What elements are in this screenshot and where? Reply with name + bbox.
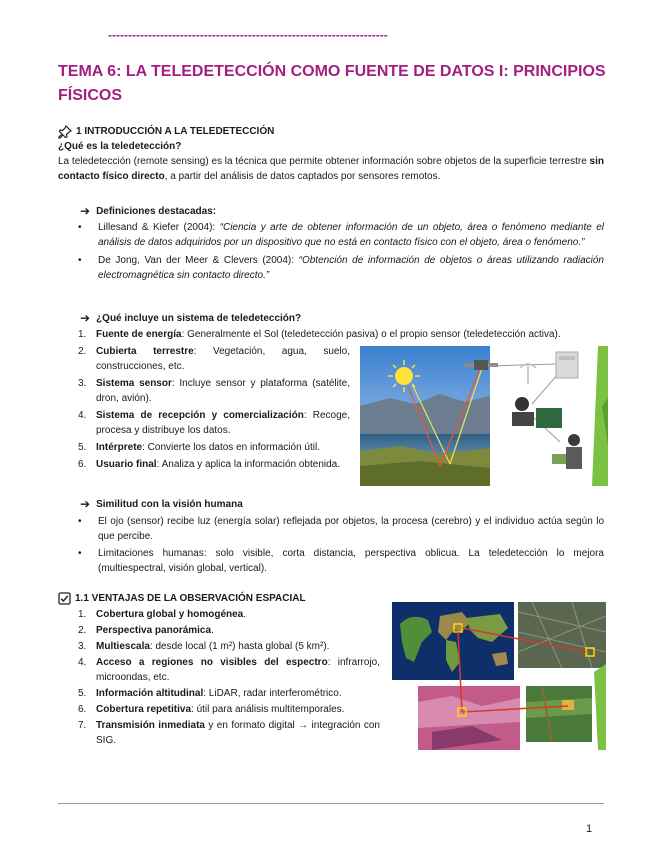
advantages-list (58, 607, 380, 748)
list-item: 5. Información altitudinal: LiDAR, radar interferométrico. (78, 688, 342, 699)
subsection-question: ¿Qué es la teledetección? (58, 141, 182, 152)
list-item: 3. Sistema sensor: Incluye sensor y plataforma (satélite, dron, avión). (78, 378, 350, 404)
list-item: 6. Usuario final: Analiza y aplica la información obtenida. (78, 459, 341, 470)
list-item: 7. Transmisión inmediata y en formato digital → integración con SIG. (78, 720, 380, 746)
list-item: • Limitaciones humanas: solo visible, corta distancia, perspectiva oblicua. La teledetección lo mejora (multiespectral, visión global, vertical). (58, 546, 604, 576)
list-item: • Lillesand & Kiefer (2004): “Ciencia y arte de obtener información de un objeto, área o fenómeno mediante el análisis de datos adquiridos por un dispositivo que no está en contacto físico con el objeto, área o fenómeno.” (58, 220, 604, 250)
list-item: • De Jong, Van der Meer & Clevers (2004): “Obtención de información de objetos o áreas utilizando radiación electromagnética sin contacto directo.” (58, 253, 604, 283)
list-item: 1. Cobertura global y homogénea. (78, 609, 247, 620)
system-heading: ➔ ¿Qué incluye un sistema de teledetección? (80, 311, 302, 325)
definitions-heading: ➔ Definiciones destacadas: (80, 204, 217, 218)
footer-divider (58, 803, 604, 804)
section-heading-text: 1 INTRODUCCIÓN A LA TELEDETECCIÓN (76, 126, 275, 137)
definitions-block (58, 204, 604, 283)
arrow-right-icon: ➔ (80, 204, 91, 218)
remote-sensing-system-figure (360, 346, 608, 486)
definitions-list (58, 220, 604, 283)
list-item: 5. Intérprete: Convierte los datos en información útil. (78, 442, 320, 453)
section-intro (58, 124, 604, 184)
section-heading-text: 1.1 VENTAJAS DE LA OBSERVACIÓN ESPACIAL (75, 593, 306, 604)
list-item: 4. Sistema de recepción y comercialización: Recoge, procesa y distribuye los datos. (78, 410, 350, 436)
title-decoration-rule: ---------------------------------------------------------------------- (108, 28, 388, 42)
list-item: 2. Perspectiva panorámica. (78, 625, 214, 636)
intro-paragraph: La teledetección (remote sensing) es la técnica que permite obtener información sobre objetos de la superficie terrestre sin contacto físico directo, a partir del análisis de datos captados por sensores remotos. (58, 156, 604, 182)
arrow-right-icon: ➔ (80, 497, 91, 511)
list-item: 1. Fuente de energía: Generalmente el Sol (teledetección pasiva) o el propio sensor (teledetección activa). (78, 329, 561, 340)
list-item: 3. Multiescala: desde local (1 m²) hasta global (5 km²). (78, 641, 330, 652)
section-heading (58, 124, 604, 139)
page-title: TEMA 6: LA TELEDETECCIÓN COMO FUENTE DE DATOS I: PRINCIPIOS FÍSICOS (58, 63, 606, 104)
arrow-right-icon: ➔ (80, 311, 91, 325)
checkbox-checked-icon (58, 592, 71, 605)
page-number: 1 (586, 823, 593, 835)
human-vision-heading: ➔ Similitud con la visión humana (80, 497, 243, 511)
human-vision-block (58, 497, 604, 576)
list-item: 2. Cubierta terrestre: Vegetación, agua, suelo, construcciones, etc. (78, 346, 350, 372)
multiscale-imagery-figure (392, 602, 606, 750)
list-item: 6. Cobertura repetitiva: útil para análisis multitemporales. (78, 704, 345, 715)
human-vision-list (58, 514, 604, 576)
list-item: • El ojo (sensor) recibe luz (energía solar) reflejada por objetos, la procesa (cerebro) y el individuo actúa según lo que percibe. (58, 514, 604, 544)
list-item: 4. Acceso a regiones no visibles del espectro: infrarrojo, microondas, etc. (78, 657, 381, 683)
pushpin-icon (58, 125, 72, 139)
